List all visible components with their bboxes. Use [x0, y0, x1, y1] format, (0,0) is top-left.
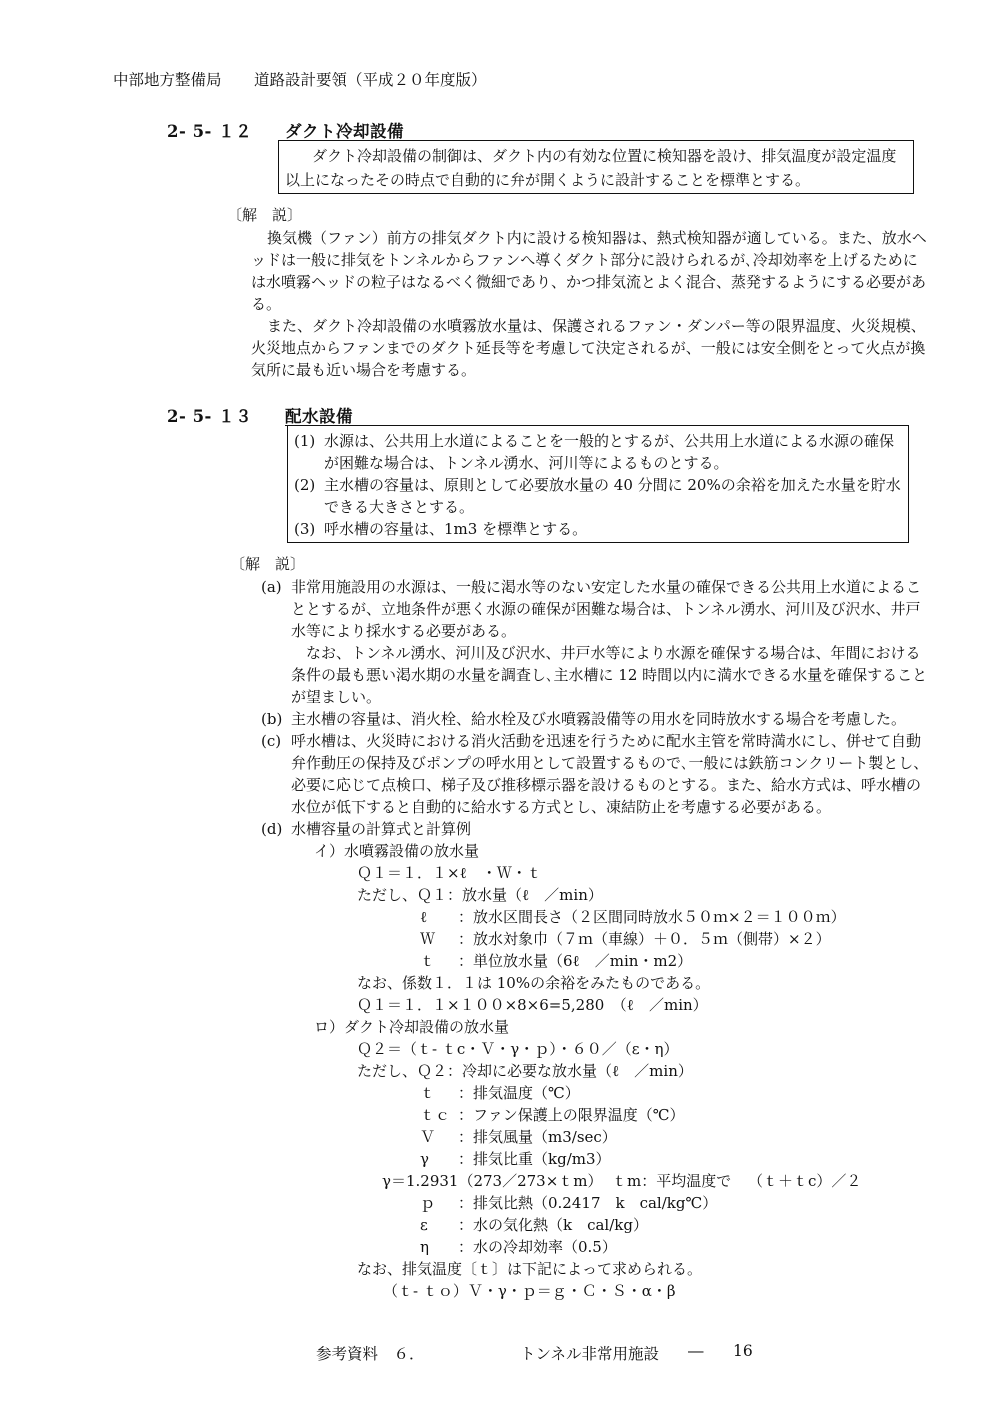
var-description: ：ファン保護上の限界温度（℃）: [458, 1106, 685, 1124]
var-symbol: Ｗ: [420, 930, 436, 948]
section-heading-2-5-13: [167, 403, 353, 427]
item-line: 水等により採水する必要がある。: [291, 622, 517, 640]
item-b: (b) 主水槽の容量は、消火栓、給水栓及び水噴霧設備等の用水を同時放水する場合を考慮した。: [261, 710, 907, 728]
footer-dash: ―: [688, 1342, 704, 1360]
para-line: る。: [251, 295, 282, 313]
var-symbol: Ｖ: [420, 1128, 436, 1146]
item-line: ととするが、立地条件が悪く水源の確保が困難な場合は、トンネル湧水、河川及び沢水、井戸: [291, 600, 921, 618]
para-line: 火災地点からファンまでのダクト延長等を考慮して決定されるが、一般には安全側をとって火点が換: [251, 339, 926, 357]
box-line: できる大きさとする。: [324, 498, 475, 516]
note-coefficient: なお、係数１．１は 10%の余裕をみたものである。: [357, 974, 711, 992]
var-description: ：水の冷却効率（0.5）: [458, 1238, 617, 1256]
item-c: (c) 呼水槽は、火災時における消火活動を迅速を行うために配水主管を常時満水にし、併せて自動: [261, 732, 922, 750]
var-description: ：排気比熱（0.2417 k cal/kg℃）: [458, 1194, 718, 1212]
box-line: が困難な場合は、トンネル湧水、河川等によるものとする。: [324, 454, 729, 472]
item-line: が望ましい。: [291, 688, 382, 706]
note-exhaust-temperature: なお、排気温度〔ｔ〕は下記によって求められる。: [357, 1260, 703, 1278]
var-description: ：排気温度（℃）: [458, 1084, 580, 1102]
var-symbol: γ: [420, 1150, 429, 1168]
para-line: 気所に最も近い場合を考慮する。: [251, 361, 477, 379]
box-item-3: (3) 呼水槽の容量は、1m3 を標準とする。: [294, 520, 588, 538]
var-symbol: ℓ: [420, 908, 428, 926]
var-symbol: ε: [420, 1216, 428, 1234]
var-description: ：排気比重（kg/m3）: [458, 1150, 611, 1168]
gamma-average: （ｔ＋ｔc）／２: [748, 1172, 862, 1190]
section-title: 配水設備: [285, 407, 353, 426]
formula-q1: Ｑ１＝１．１×ℓ ・Ｗ・ｔ: [357, 864, 542, 882]
footer-chapter: トンネル非常用施設: [520, 1345, 660, 1363]
var-description: ：放水対象巾（７ｍ（車線）＋０．５ｍ（側帯）×２）: [458, 930, 831, 948]
gamma-tm-label: ｔm：平均温度で: [612, 1172, 732, 1190]
var-description: ：放水区間長さ（２区間同時放水５０ｍ×２＝１００ｍ）: [458, 908, 846, 926]
item-line: なお、トンネル湧水、河川及び沢水、井戸水等により水源を確保する場合は、年間における: [306, 644, 921, 662]
formula-q1-result: Ｑ１＝１．１×１００×8×6=5,280 （ℓ ／min）: [357, 996, 708, 1014]
section-heading-2-5-12: [167, 118, 404, 142]
gamma-equation: γ＝1.2931（273／273×ｔm）: [382, 1172, 603, 1190]
item-line: 弁作動圧の保持及びポンプの呼水用として設置するもので､一般には鉄筋コンクリート製とし、: [291, 754, 929, 772]
page-number: 16: [733, 1342, 753, 1360]
var-symbol: ｔｃ: [420, 1106, 451, 1124]
kaisetsu-heading: 〔解 説〕: [230, 555, 306, 573]
para-line: ッドは一般に排気をトンネルからファンへ導くダクト部分に設けられるが､冷却効率を上げるために: [251, 251, 918, 269]
header-org: 中部地方整備局: [113, 71, 222, 89]
para-line: は水噴霧ヘッドの粒子はなるべく微細であり、かつ排気流とよく混合、蒸発するようにする必要があ: [251, 273, 927, 291]
para-line: 換気機（ファン）前方の排気ダクト内に設ける検知器は、熱式検知器が適している。また、放水ヘ: [267, 229, 927, 247]
item-line: 水位が低下すると自動的に給水する方式とし、凍結防止を考慮する必要がある。: [291, 798, 832, 816]
item-line: 条件の最も悪い渇水期の水量を調査し､主水槽に 12 時間以内に満水できる水量を確保すること: [291, 666, 928, 684]
var-symbol: ｐ: [420, 1194, 436, 1212]
kaisetsu-heading: 〔解 説〕: [227, 206, 303, 224]
var-symbol: ｔ: [420, 952, 436, 970]
box-item-2: (2) 主水槽の容量は、原則として必要放水量の 40 分間に 20%の余裕を加えた水量を貯水: [294, 476, 901, 494]
var-description: ：排気風量（m3/sec）: [458, 1128, 617, 1146]
box-item-1: (1) 水源は、公共用上水道によることを一般的とするが、公共用上水道による水源の確保: [294, 432, 895, 450]
item-line: 必要に応じて点検口、梯子及び推移標示器を設けるものとする。また、給水方式は、呼水槽の: [291, 776, 922, 794]
box-line: 以上になったその時点で自動的に弁が開くように設計することを標準とする。: [285, 171, 811, 189]
box-line: ダクト冷却設備の制御は、ダクト内の有効な位置に検知器を設け、排気温度が設定温度: [312, 147, 897, 165]
item-d: (d) 水槽容量の計算式と計算例: [261, 820, 472, 838]
section-number: 2- 5- １３: [167, 407, 253, 426]
formula-q2-def: ただし、Ｑ２：冷却に必要な放水量（ℓ ／min）: [357, 1062, 693, 1080]
para-line: また、ダクト冷却設備の水噴霧放水量は、保護されるファン・ダンパー等の限界温度、火災規模、: [267, 317, 926, 335]
formula-q2: Ｑ２＝（ｔ- ｔc・Ｖ・γ・ｐ）・６０／（ε・η）: [357, 1040, 679, 1058]
var-symbol: η: [420, 1238, 429, 1256]
calc-title-ro: ロ）ダクト冷却設備の放水量: [314, 1018, 510, 1036]
var-symbol: ｔ: [420, 1084, 436, 1102]
var-description: ：単位放水量（6ℓ ／min・m2）: [458, 952, 693, 970]
section-title: ダクト冷却設備: [285, 122, 404, 141]
section-number: 2- 5- １２: [167, 122, 253, 141]
calc-title-i: イ）水噴霧設備の放水量: [314, 842, 480, 860]
formula-q1-def: ただし、Ｑ１：放水量（ℓ ／min）: [357, 886, 603, 904]
header-title: 道路設計要領（平成２０年度版）: [254, 71, 487, 89]
footer-reference: 参考資料 ６．: [316, 1345, 425, 1363]
var-description: ：水の気化熱（k cal/kg）: [458, 1216, 648, 1234]
item-a: (a) 非常用施設用の水源は、一般に渇水等のない安定した水量の確保できる公共用上水道によるこ: [261, 578, 922, 596]
formula-heat-balance: （ｔ- ｔｏ）Ｖ・γ・ｐ＝ｇ・Ｃ・Ｓ・α・β: [383, 1282, 676, 1300]
